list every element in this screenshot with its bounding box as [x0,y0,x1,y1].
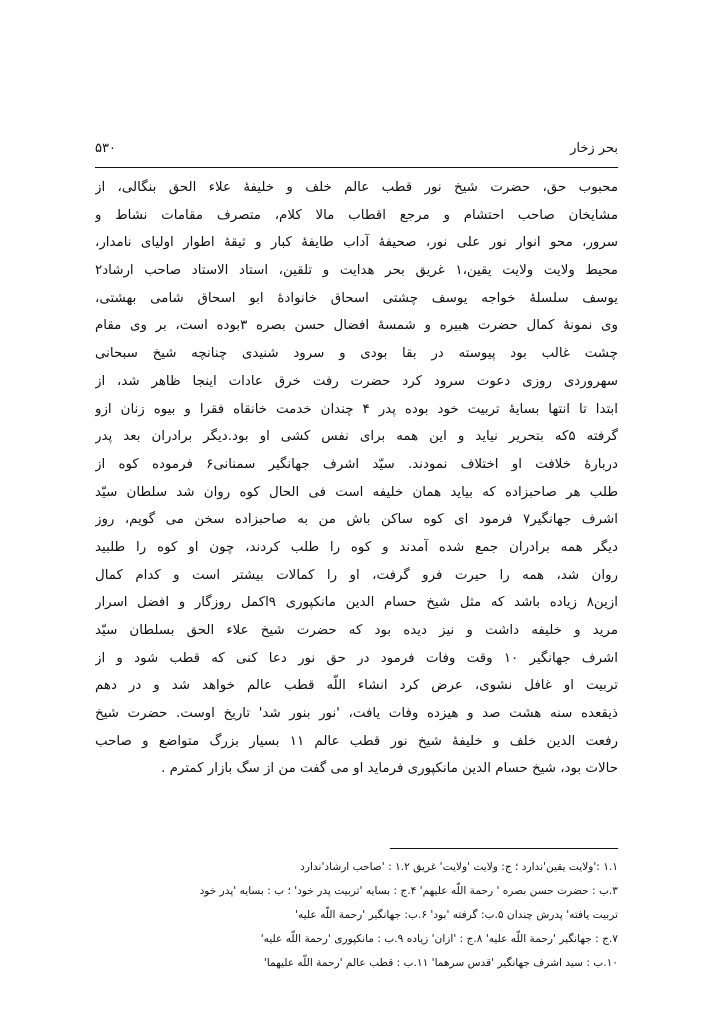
body-line: سهروردی روزی دعوت سرود کرد حضرت رفت خرق عادات اینجا ظاهر شد، از [95,373,618,389]
body-text [95,174,618,783]
running-header [95,141,618,163]
footnote-line: ۱.۱ :'ولایت یقین'ندارد ؛ ج: ولایت 'ولایت' غریق ۱.۲ : 'صاحب ارشاد'ندارد [300,861,618,873]
body-line: محبوب حق، حضرت شیخ نور قطب عالم خلف و خلیفهٔ علاء الحق بنگالی، از [95,180,618,195]
body-line: سرور، محو انوار نور علی نور، صحیفهٔ آداب طایفهٔ کبار و ثیقهٔ اطوار اولیای نامدار، [95,235,618,251]
footnote-line: تربیت یافته' پدرش چندان ۵.ب: گرفته 'بود' ۶.ب: جهانگیر 'رحمة اللّه علیه' [295,909,618,921]
footnote-line: ۱۰.ب : سید اشرف جهانگیر 'قدس سرهما' ۱۱.ب : قطب عالم 'رحمة اللّه علیهما' [263,957,618,969]
body-line: ذیقعده سنه هشت صد و هیزده وفات یافت، 'نور بنور شد' تاریخ اوست. حضرت شیخ [95,706,618,722]
body-line: تربیت او غافل نشوی، عرض کرد انشاء اللّه قطب عالم خواهد شد و در دهم [95,678,618,694]
footnote-rule [390,848,618,849]
body-line: یوسف سلسلهٔ خواجه یوسف چشتی اسحاق خانوادهٔ ابو اسحاق شامی بهشتی، [95,290,618,306]
footnotes [95,855,618,975]
body-line: روان شد، همه را حیرت فرو گرفت، او را کمالات بیشتر است و کدام کمال [95,567,618,583]
body-line: ازین۸ زیاده باشد که مثل شیخ حسام الدین مانکپوری ۹اکمل روزگار و افضل اسرار [95,595,618,611]
body-line: چشت غالب بود پیوسته در بقا بودی و سرود شنیدی چنانچه شیخ سبحانی [95,346,618,362]
header-rule [95,167,618,168]
body-line: اشرف جهانگیر ۱۰ وقت وفات فرمود در حق نور دعا کنی که قطب شود و از [95,650,618,666]
footnote-line: ۷.ج : جهانگیر 'رحمة اللّه علیه' ۸.ج : 'ازان' زیاده ۹.ب : مانکپوری 'رحمة اللّه علیه' [260,933,618,945]
book-title: بحر زخار [570,141,618,156]
body-line: گرفته ۵که بتحریر نیاید و این همه برای نفس کشی او بود.دیگر برادران بعد پدر [95,429,618,445]
body-line: مرید و خلیفه داشت و نیز دیده بود که حضرت شیخ علاء الحق بسلطان سیّد [95,623,618,638]
body-line: ابتدا تا انتها بسایهٔ تربیت خود بوده پدر ۴ چندان خدمت خانقاه فقرا و بیوه زنان ازو [95,401,618,417]
footnote-line: ۳.ب : حضرت حسن بصره ' رحمة اللّه علیهم' ۴.ج : بسایه 'تربیت پدر خود' ؛ ب : بسایه 'پدر خود [199,885,618,897]
body-line: دربارهٔ خلافت او اختلاف نمودند. سیّد اشرف جهانگیر سمنانی۶ فرموده کوه از [95,456,618,472]
body-line: اشرف جهانگیر۷ فرمود ای کوه ساکن باش من به صاحبزاده سخن می گویم، روز [95,512,618,528]
page-number: ۵۳۰ [95,141,116,156]
body-line: حالات بود، شیخ حسام الدین مانکپوری فرماید او می گفت من از سگ بازار کمترم . [161,761,618,777]
body-line: رفعت الدین خلف و خلیفهٔ شیخ نور قطب عالم ۱۱ بسیار بزرگ متواضع و صاحب [95,733,618,749]
body-line: مشایخان صاحب احتشام و مرجع اقطاب مالا کلام، متصرف مقامات نشاط و [95,207,618,223]
body-line: محیط ولایت ولایت یقین،۱ غریق بحر هدایت و تلقین، استاد الاستاد صاحب ارشاد۲ [95,263,618,279]
body-line: دیگر همه برادران جمع شده آمدند و کوه را طلب کردند، چون او کوه را طلبید [95,539,618,555]
body-line: وی نمونهٔ کمال حضرت هبیره و شمسهٔ افضال حسن بصره ۳بوده است، بر وی مقام [95,318,618,334]
body-line: طلب هر صاحبزاده که بیاید همان خلیفه است فی الحال کوه روان شد سلطان سیّد [95,484,618,500]
